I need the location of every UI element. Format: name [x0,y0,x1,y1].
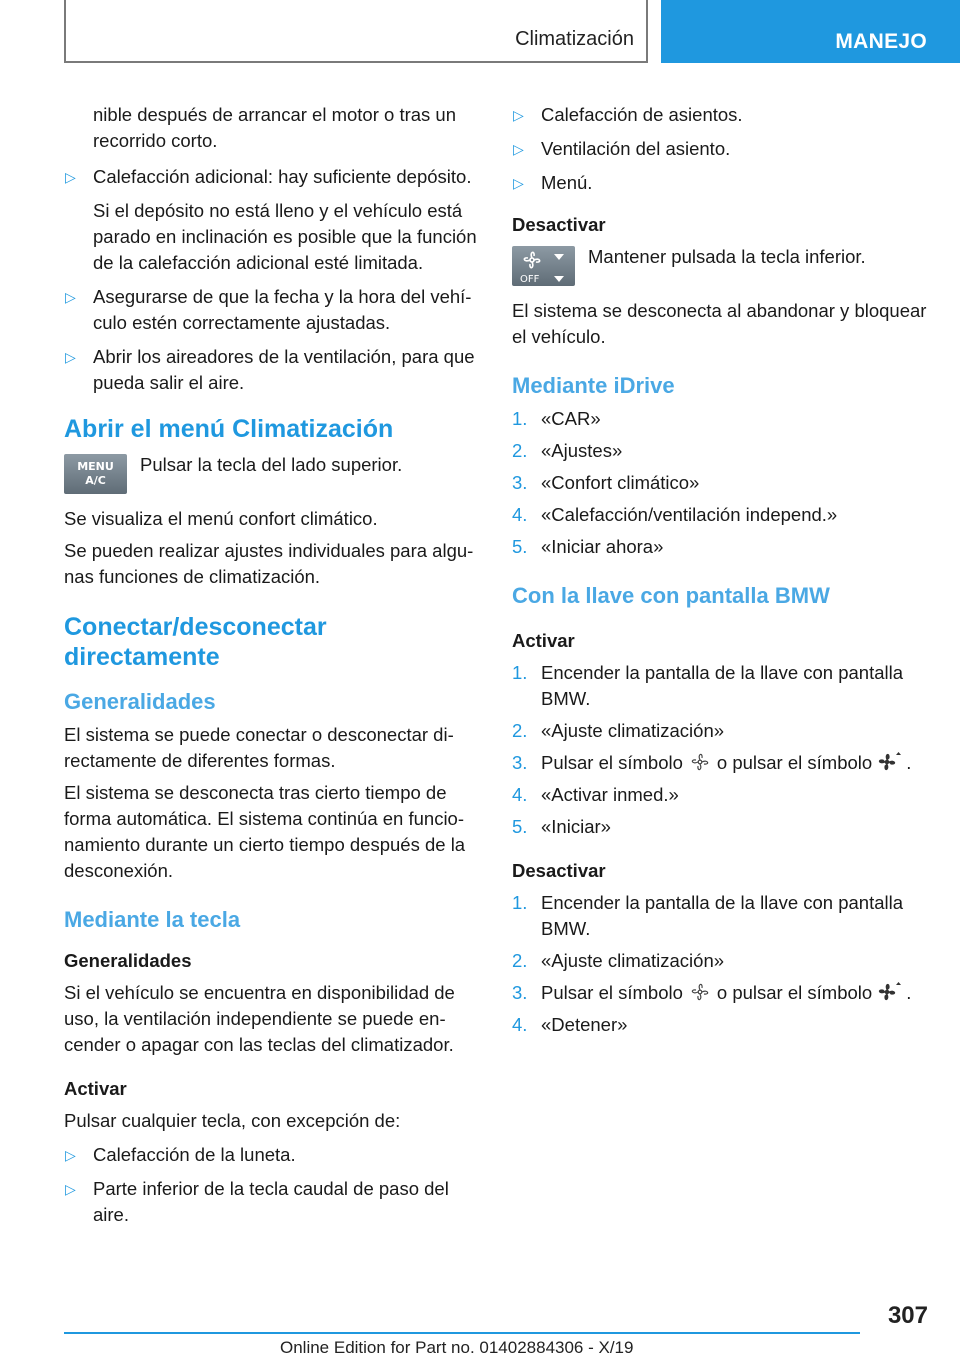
step-number: 4. [512,1014,528,1035]
heading-bmw-display-key: Con la llave con pantalla BMW [512,583,830,608]
header-section-tab [64,0,648,63]
subheading-activate: Activar [64,1078,127,1099]
list-item [512,890,932,942]
step-text: «Ajustes» [541,440,623,461]
menu-key-row [64,452,482,496]
step-text: «Iniciar ahora» [541,536,664,557]
chapter-title: MANEJO [835,30,927,53]
list-item [512,980,932,1006]
step-text: «Iniciar» [541,816,611,837]
step-text: . [906,982,912,1003]
left-column [64,102,482,1236]
list-item-text: Ventilación del asiento. [541,138,731,159]
fan-off-key-row [512,244,932,288]
menu-ac-key-icon [64,454,127,494]
subheading-general: Generalidades [64,950,192,971]
footer-edition: Online Edition for Part no. 01402884306 - X/19 [280,1338,634,1357]
paragraph: El sistema se desconecta tras cierto tiempo de forma automática. El sistema continúa en funcionamiento durante un cierto tiempo después de la desconexión. [64,782,466,881]
page-number: 307 [887,1302,928,1329]
step-text: Pulsar el símbolo [541,982,683,1003]
paragraph: Si el vehículo se encuentra en disponibilidad de uso, la ventilación independiente se puede encender o apagar con las teclas del climatizador. [64,982,455,1055]
list-item [512,102,932,128]
footer-divider [64,1332,860,1334]
step-text: . [906,752,912,773]
header-chapter-tab [661,0,960,63]
fan-outline-icon [687,981,713,1003]
right-column [512,102,932,1044]
paragraph: Se pueden realizar ajustes individuales para algunas funciones de climatización. [64,540,474,587]
step-text: o pulsar el símbolo [716,752,873,773]
list-item [64,344,482,396]
list-item [512,1012,932,1038]
heading-idrive: Mediante iDrive [512,373,675,398]
activate-steps [512,660,932,840]
triangle-bullet-icon: ▷ [513,107,524,123]
list-item [512,136,932,162]
list-item-text: Menú. [541,172,593,193]
step-text: «CAR» [541,408,601,429]
key-label-line1: MENU [77,460,114,473]
triangle-bullet-icon: ▷ [65,289,76,305]
step-number: 1. [512,408,528,429]
list-item [512,502,932,528]
paragraph: El sistema se desconecta al abandonar y bloquear el vehículo. [512,300,927,347]
triangle-bullet-icon: ▷ [65,1147,76,1163]
paragraph: Pulsar cualquier tecla, con excepción de: [64,1110,401,1131]
list-item [512,406,932,432]
list-item [512,534,932,560]
step-number: 4. [512,504,528,525]
section-title: Climatización [515,28,634,50]
step-number: 5. [512,816,528,837]
list-item-text: Parte inferior de la tecla caudal de paso del aire. [93,1178,449,1225]
list-item-text: Calefacción de la luneta. [93,1144,296,1165]
subheading-activate: Activar [512,630,575,651]
list-item [512,438,932,464]
step-number: 5. [512,536,528,557]
step-text: «Confort climático» [541,472,700,493]
list-item-text: Asegurarse de que la fecha y la hora del vehículo estén correctamente ajustadas. [93,286,472,333]
paragraph: Se visualiza el menú confort climático. [64,508,378,529]
heading-open-menu: Abrir el menú Climatización [64,415,394,443]
subheading-deactivate: Desactivar [512,860,606,881]
list-item [512,948,932,974]
idrive-steps [512,406,932,560]
list-item [512,750,932,776]
step-number: 3. [512,472,528,493]
fan-off-key-text: Mantener pulsada la tecla inferior. [588,246,866,267]
fan-filled-icon [876,751,902,773]
list-item-subtext: Si el depósito no está lleno y el vehículo está parado en inclinación es posible que la función de la calefacción adicional esté limitada. [93,200,477,273]
step-number: 3. [512,752,528,773]
step-text: Pulsar el símbolo [541,752,683,773]
fan-off-key-icon [512,246,575,286]
triangle-bullet-icon: ▷ [65,349,76,365]
heading-connect-disconnect: Conectar/desconectar directamente [64,613,327,671]
step-number: 2. [512,950,528,971]
step-text: «Calefacción/ventilación independ.» [541,504,838,525]
list-item [512,782,932,808]
triangle-bullet-icon: ▷ [513,141,524,157]
step-number: 1. [512,662,528,683]
heading-by-key: Mediante la tecla [64,907,241,932]
triangle-bullet-icon: ▷ [65,169,76,185]
list-item [64,164,482,276]
list-item-text: Calefacción de asientos. [541,104,743,125]
list-item [512,814,932,840]
heading-general: Generalidades [64,689,216,714]
fan-icon [512,246,575,286]
step-number: 4. [512,784,528,805]
triangle-bullet-icon: ▷ [65,1181,76,1197]
triangle-bullet-icon: ▷ [513,175,524,191]
list-item [64,1176,482,1228]
paragraph: El sistema se puede conectar o desconectar directamente de diferentes formas. [64,724,454,771]
step-text: Encender la pantalla de la llave con pantalla BMW. [541,662,904,709]
step-number: 2. [512,440,528,461]
step-text: «Ajuste climatización» [541,720,725,741]
fan-outline-icon [687,751,713,773]
step-text: «Ajuste climatización» [541,950,725,971]
subheading-deactivate: Desactivar [512,214,606,235]
deactivate-steps [512,890,932,1038]
list-item [512,170,932,196]
step-number: 1. [512,892,528,913]
off-label: OFF [520,274,540,285]
list-item-text: Abrir los aireadores de la ventilación, para que pueda salir el aire. [93,346,475,393]
step-text: o pulsar el símbolo [716,982,873,1003]
fan-filled-icon [876,981,902,1003]
step-number: 3. [512,982,528,1003]
menu-key-text: Pulsar la tecla del lado superior. [140,454,403,475]
key-label-line2: A/C [85,474,106,487]
list-item [64,1142,482,1168]
step-text: «Detener» [541,1014,628,1035]
list-item-text: Calefacción adicional: hay suficiente depósito. [93,166,472,187]
step-number: 2. [512,720,528,741]
list-item [64,284,482,336]
list-item [512,718,932,744]
step-text: «Activar inmed.» [541,784,679,805]
list-item [512,470,932,496]
continued-text: nible después de arrancar el motor o tras un recorrido corto. [93,104,457,151]
list-item [512,660,932,712]
step-text: Encender la pantalla de la llave con pantalla BMW. [541,892,904,939]
